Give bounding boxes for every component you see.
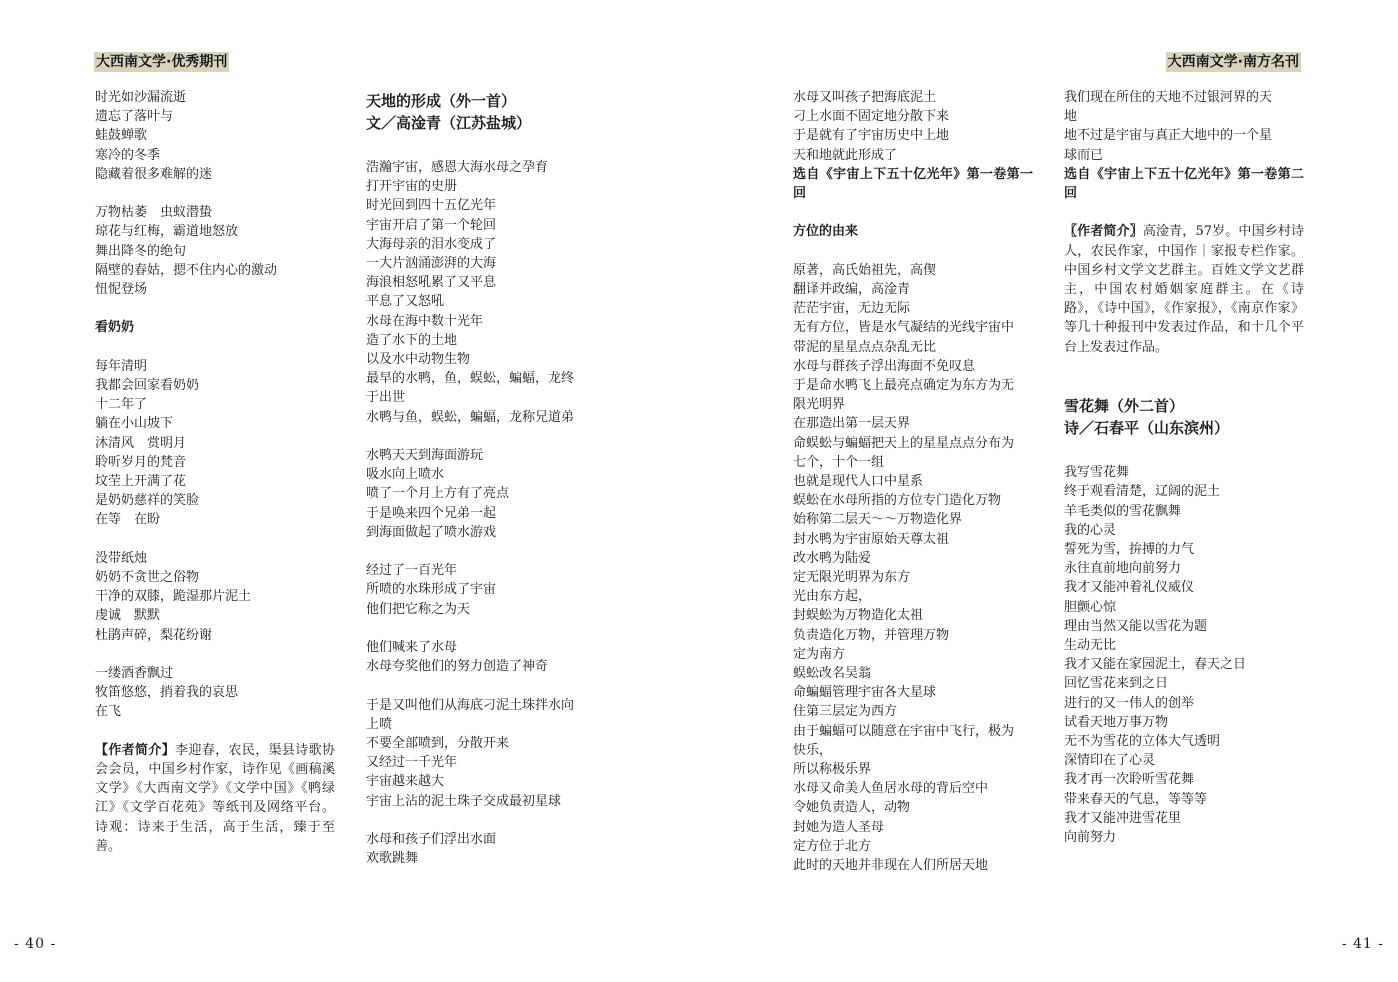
poem-line: 我才又能在家园泥土，春天之日 [1064, 657, 1247, 673]
poem-line: 回忆雪花来到之日 [1064, 676, 1169, 692]
stanza-break [366, 676, 606, 695]
poem-line: 我写雪花舞 [1064, 465, 1130, 481]
poem-line: 十二年了 [95, 397, 148, 413]
page-number-right: - 41 - [1341, 936, 1384, 952]
poem-line: 茫茫宇宙，无边无际 [793, 301, 911, 317]
column-4 [1064, 88, 1304, 847]
poem-line: 地不过是宇宙与真正大地中的一个星 [1064, 128, 1273, 144]
poem-line: 七个，十个一组 [793, 454, 885, 470]
poem-line: 令她负责造人，动物 [793, 800, 911, 816]
poem-line: 所以称极乐界 [793, 762, 872, 778]
poem-line: 他们把它称之为天 [366, 601, 471, 617]
poem-line: 隔壁的春姑，摁不住内心的激动 [95, 262, 278, 278]
poem-line: 杜鹃声碎，梨花纷谢 [95, 627, 213, 643]
poem-line: 住第三层定为西方 [793, 704, 898, 720]
poem-line: 蜈蚣在水母所指的方位专门造化万物 [793, 493, 1002, 509]
poem-line: 生动无比 [1064, 638, 1117, 654]
poem-line: 改水鸭为陆爱 [793, 550, 872, 566]
poem-line: 隐藏着很多难解的迷 [95, 166, 213, 182]
poem-line: 一缕酒香飘过 [95, 666, 174, 682]
poem-line: 限光明界 [793, 397, 846, 413]
poem-line: 我才再一次聆听雪花舞 [1064, 772, 1195, 788]
poem-line: 又经过一千光年 [366, 755, 458, 771]
poem-line: 浩瀚宇宙，感恩大海水母之孕育 [366, 160, 549, 175]
poem-line: 所喷的水珠形成了宇宙 [366, 582, 497, 598]
right-page-header: 大西南文学·南方名刊 [1167, 54, 1299, 70]
poem-3-title: 雪花舞（外二首） [1064, 397, 1185, 416]
poem-line: 水母在海中数十光年 [366, 313, 484, 329]
poem-line: 我的心灵 [1064, 522, 1117, 538]
poem-line: 喷了一个月上方有了亮点 [366, 486, 510, 502]
poem-line: 水鸭与鱼，蜈蚣，蝙蝠，龙称兄道弟 [366, 409, 575, 425]
poem-line: 是奶奶慈祥的笑脸 [95, 493, 200, 509]
poem-line: 定方位于北方 [793, 838, 872, 854]
poem-line: 在等 在盼 [95, 512, 161, 528]
poem-line: 深情印在了心灵 [1064, 753, 1156, 769]
poem-line: 没带纸烛 [95, 550, 148, 566]
poem-line: 平息了又怒吼 [366, 294, 445, 310]
poem-line: 他们喊来了水母 [366, 640, 458, 656]
poem-line: 羊毛类似的雪花飘舞 [1064, 503, 1182, 519]
poem-line: 翻译并政编，高淦青 [793, 282, 911, 297]
poem-2-title: 看奶奶 [95, 320, 135, 336]
poem-2-title: 方位的由来 [793, 224, 859, 240]
poem-line: 虔诚 默默 [95, 608, 161, 624]
poem-line: 一大片汹涌澎湃的大海 [366, 256, 497, 272]
poem-line: 舞出降冬的绝句 [95, 243, 187, 259]
stanza-break [366, 542, 606, 561]
poem-body-continued [793, 88, 1033, 165]
poem-line: 负责造化万物，并管理万物 [793, 627, 950, 643]
poem-line: 海浪相怒吼累了又平息 [366, 275, 497, 291]
poem-line: 命蝙蝠管理宇宙各大星球 [793, 685, 937, 701]
poem-line: 万物枯萎 虫蚁潜蛰 [95, 205, 213, 221]
left-page-header: 大西南文学·优秀期刊 [96, 54, 228, 70]
poem-line: 定无限光明界为东方 [793, 570, 911, 586]
poem-line: 在飞 [95, 704, 122, 720]
stanza-break [366, 619, 606, 638]
poem-line: 定为南方 [793, 646, 846, 662]
poem-2-body [95, 357, 335, 722]
poem-line: 带来春天的气息，等等等 [1064, 791, 1208, 807]
poem-line: 我都会回家看奶奶 [95, 378, 200, 393]
poem-line: 我才又能冲进雪花里 [1064, 810, 1182, 826]
poem-line: 每年清明 [95, 358, 148, 374]
poem-line: 寒冷的冬季 [95, 147, 161, 163]
poem-line: 时光回到四十五亿光年 [366, 198, 497, 214]
poem-line: 于是命水鸭飞上最亮点确定为东方为无 [793, 378, 1015, 394]
poem-line: 打开宇宙的史册 [366, 179, 458, 195]
source-note-2: 选自《宇宙上下五十亿光年》第一卷第二回 [1064, 166, 1304, 202]
poem-line: 干净的双膝，跪湿那片泥土 [95, 589, 252, 605]
stanza-break [95, 645, 335, 664]
poem-2-body [793, 261, 1033, 876]
stanza-break [95, 184, 335, 203]
poem-line: 终于观看清楚，辽阔的泥土 [1064, 484, 1221, 500]
poem-line: 聆听岁月的梵音 [95, 454, 187, 470]
poem-line: 我们现在所住的天地不过银河界的天 [1064, 90, 1273, 105]
poem-line: 到海面做起了喷水游戏 [366, 524, 497, 540]
poem-line: 也就是现代人口中星系 [793, 474, 924, 490]
poem-line: 坟茔上开满了花 [95, 474, 187, 490]
poem-line: 以及水中动物生物 [366, 352, 471, 368]
poem-line: 封蜈蚣为万物造化太祖 [793, 608, 924, 624]
column-2 [366, 90, 606, 868]
poem-line: 誓死为雪，拚搏的力气 [1064, 542, 1195, 558]
poem-line: 由于蝙蝠可以随意在宇宙中飞行，极为 [793, 723, 1015, 739]
poem-body [366, 158, 606, 868]
poem-1-body [95, 88, 335, 299]
poem-line: 水母与群孩子浮出海面不免叹息 [793, 358, 976, 374]
source-note-1: 选自《宇宙上下五十亿光年》第一卷第一回 [793, 166, 1033, 202]
column-1 [95, 88, 335, 856]
poem-line: 此时的天地并非现在人们所居天地 [793, 858, 989, 874]
poem-line: 永往直前地向前努力 [1064, 561, 1182, 577]
poem-line: 沐清风 赏明月 [95, 435, 187, 451]
poem-line: 欢歌跳舞 [366, 851, 419, 867]
poem-line: 上喷 [366, 716, 393, 732]
poem-line: 快乐， [793, 742, 833, 758]
poem-line: 蛙鼓蝉歌 [95, 128, 148, 144]
poem-line: 刁上水面不固定地分散下来 [793, 109, 950, 125]
poem-line: 琼花与红梅，霸道地怒放 [95, 224, 239, 240]
poem-body-continued [1064, 88, 1304, 165]
poem-line: 封她为造人圣母 [793, 819, 885, 835]
poem-line: 光由东方起， [793, 589, 872, 605]
poem-line: 水母又叫孩子把海底泥土 [793, 90, 937, 105]
stanza-break [366, 427, 606, 446]
bio-text: 李迎春，农民，渠县诗歌协会会员，中国乡村作家，诗作见《画稿溪文学》《大西南文学》《文学中国》《鸭绿江》《文学百花苑》等纸刊及网络平台。诗观：诗来于生活，高于生活，臻于至善。 [95, 742, 335, 854]
poem-line: 命蜈蚣与蝙蝠把天上的星星点点分布为 [793, 435, 1015, 451]
poem-line: 带泥的星星点点杂乱无比 [793, 339, 937, 355]
poem-line: 地 [1064, 109, 1078, 125]
poem-line: 最早的水鸭，鱼，蜈蚣，蝙蝠，龙终 [366, 371, 575, 387]
poem-line: 躺在小山坡下 [95, 416, 174, 432]
poem-line: 造了水下的土地 [366, 332, 458, 348]
poem-line: 试看天地万事万物 [1064, 714, 1169, 730]
poem-line: 水母又命美人鱼居水母的背后空中 [793, 781, 989, 797]
poem-line: 于是又叫他们从海底刁泥土珠拌水向 [366, 697, 575, 713]
poem-line: 不要全部喷到，分散开来 [366, 736, 510, 752]
poem-line: 无有方位，皆是水气凝结的光线宇宙中 [793, 320, 1015, 336]
poem-line: 理由当然又能以雪花为题 [1064, 618, 1208, 634]
poem-line: 时光如沙漏流逝 [95, 90, 187, 105]
poem-line: 在那造出第一层天界 [793, 416, 911, 432]
poem-line: 于是唤来四个兄弟一起 [366, 505, 497, 521]
stanza-break [366, 811, 606, 830]
author-bio-2 [1064, 222, 1304, 356]
poem-line: 水母夸奖他们的努力创造了神奇 [366, 659, 549, 675]
poem-line: 始称第二层天～～万物造化界 [793, 512, 963, 528]
poem-author: 文／高淦青（江苏盐城） [366, 114, 532, 132]
poem-line: 无不为雪花的立体大气透明 [1064, 734, 1221, 750]
poem-line: 我才又能冲着礼仪威仪 [1064, 580, 1195, 596]
poem-line: 奶奶不贪世之俗物 [95, 570, 200, 586]
poem-line: 向前努力 [1064, 830, 1117, 846]
poem-line: 于是就有了宇宙历史中上地 [793, 128, 950, 144]
poem-line: 遗忘了落叶与 [95, 109, 174, 125]
poem-line: 水鸭天天到海面游玩 [366, 448, 484, 464]
bio-text: 高淦青，57岁。中国乡村诗人，农民作家，中国作｜家报专栏作家。中国乡村文学文艺群主。百姓文学文艺群主，中国农村婚姻家庭群主。在《诗路》，《诗中国》，《作家报》，《南京作家》等几十种报刊中发表过作品，和十几个平台上发表过作品。 [1064, 224, 1304, 355]
poem-line: 天和地就此形成了 [793, 147, 898, 163]
poem-line: 原著，高氏始祖先，高偰 [793, 262, 937, 278]
poem-line: 忸怩登场 [95, 282, 148, 298]
poem-line: 宇宙越来越大 [366, 774, 445, 790]
author-bio-1 [95, 741, 335, 856]
poem-line: 牧笛悠悠，捎着我的哀思 [95, 685, 239, 701]
poem-line: 封水鸭为宇宙原始天尊太祖 [793, 531, 950, 547]
poem-line: 吸水向上喷水 [366, 467, 445, 483]
poem-line: 蜈蚣改名吴翁 [793, 666, 872, 682]
poem-title: 天地的形成（外一首） [366, 92, 517, 110]
poem-3-body [1064, 463, 1304, 847]
poem-line: 大海母亲的泪水变成了 [366, 236, 497, 252]
poem-3-author: 诗／石春平（山东滨州） [1064, 419, 1230, 438]
bio-label: 〖作者简介〗 [1064, 224, 1143, 240]
poem-line: 经过了一百光年 [366, 563, 458, 579]
bio-label: 【作者简介】 [95, 742, 176, 758]
poem-line: 宇宙开启了第一个轮回 [366, 217, 497, 233]
stanza-break [95, 530, 335, 549]
page-number-left: - 40 - [14, 936, 57, 952]
poem-line: 进行的又一伟人的创举 [1064, 695, 1195, 711]
poem-line: 球而已 [1064, 147, 1104, 163]
poem-line: 宇宙上沾的泥土珠子交成最初星球 [366, 793, 562, 809]
column-3 [793, 88, 1033, 875]
poem-line: 胆颤心惊 [1064, 599, 1117, 615]
poem-line: 水母和孩子们浮出水面 [366, 832, 497, 848]
poem-line: 于出世 [366, 390, 406, 406]
